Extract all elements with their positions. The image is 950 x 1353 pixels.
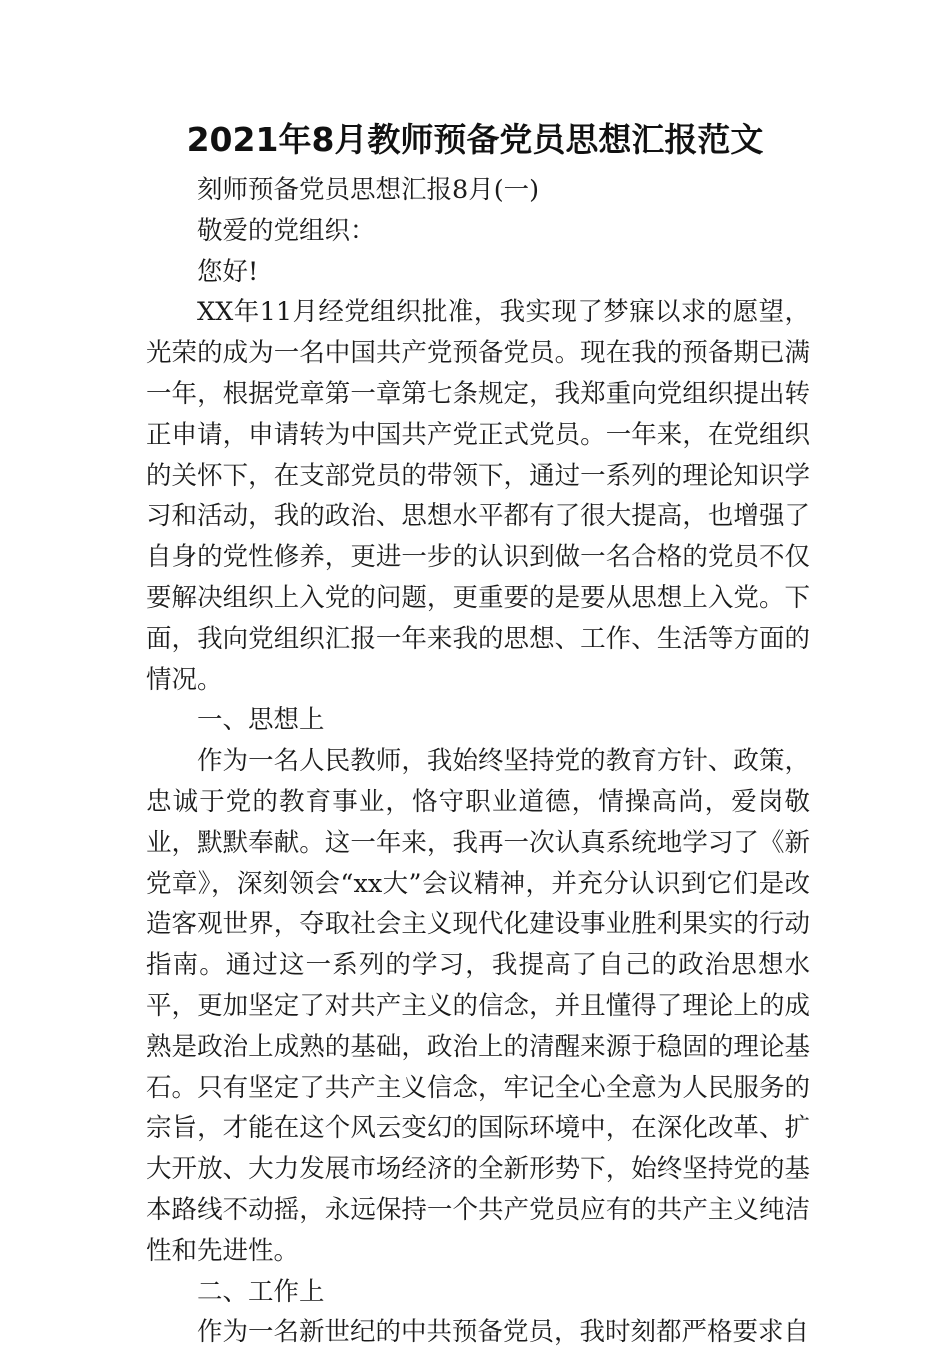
intro-paragraph: XX年11月经党组织批准，我实现了梦寐以求的愿望，光荣的成为一名中国共产党预备党员。现在我的预备期已满一年，根据党章第一章第七条规定，我郑重向党组织提出转正申请，申请转为中国共产党正式党员。一年来，在党组织的关怀下，在支部党员的带领下，通过一系列的理论知识学习和活动，我的政治、思想水平都有了很大提高，也增强了自身的党性修养，更进一步的认识到做一名合格的党员不仅要解决组织上入党的问题，更重要的是要从思想上入党。下面，我向党组织汇报一年来我的思想、工作、生活等方面的情况。 (146, 297, 810, 695)
work-paragraph: 作为一名新世纪的中共预备党员，我时刻都严格要求自 (197, 1317, 810, 1348)
salutation: 敬爱的党组织： (197, 215, 376, 246)
document-title: 2021年8月教师预备党员思想汇报范文 (186, 120, 764, 159)
section-heading-ideology: 一、思想上 (197, 705, 325, 736)
section-heading-work: 二、工作上 (197, 1276, 325, 1307)
greeting: 您好! (197, 256, 259, 287)
report-subtitle: 刻师预备党员思想汇报8月(一) (197, 175, 540, 205)
ideology-paragraph: 作为一名人民教师，我始终坚持党的教育方针、政策，忠诚于党的教育事业，恪守职业道德，情操高尚，爱岗敬业，默默奉献。这一年来，我再一次认真系统地学习了《新党章》，深刻领会“xx大”会议精神，并充分认识到它们是改造客观世界，夺取社会主义现代化建设事业胜利果实的行动指南。通过这一系列的学习，我提高了自己的政治思想水平，更加坚定了对共产主义的信念，并且懂得了理论上的成熟是政治上成熟的基础，政治上的清醒来源于稳固的理论基石。只有坚定了共产主义信念，牢记全心全意为人民服务的宗旨，才能在这个风云变幻的国际环境中，在深化改革、扩大开放、大力发展市场经济的全新形势下，始终坚持党的基本路线不动摇，永远保持一个共产党员应有的共产主义纯洁性和先进性。 (146, 746, 810, 1266)
document-body (146, 170, 810, 1353)
